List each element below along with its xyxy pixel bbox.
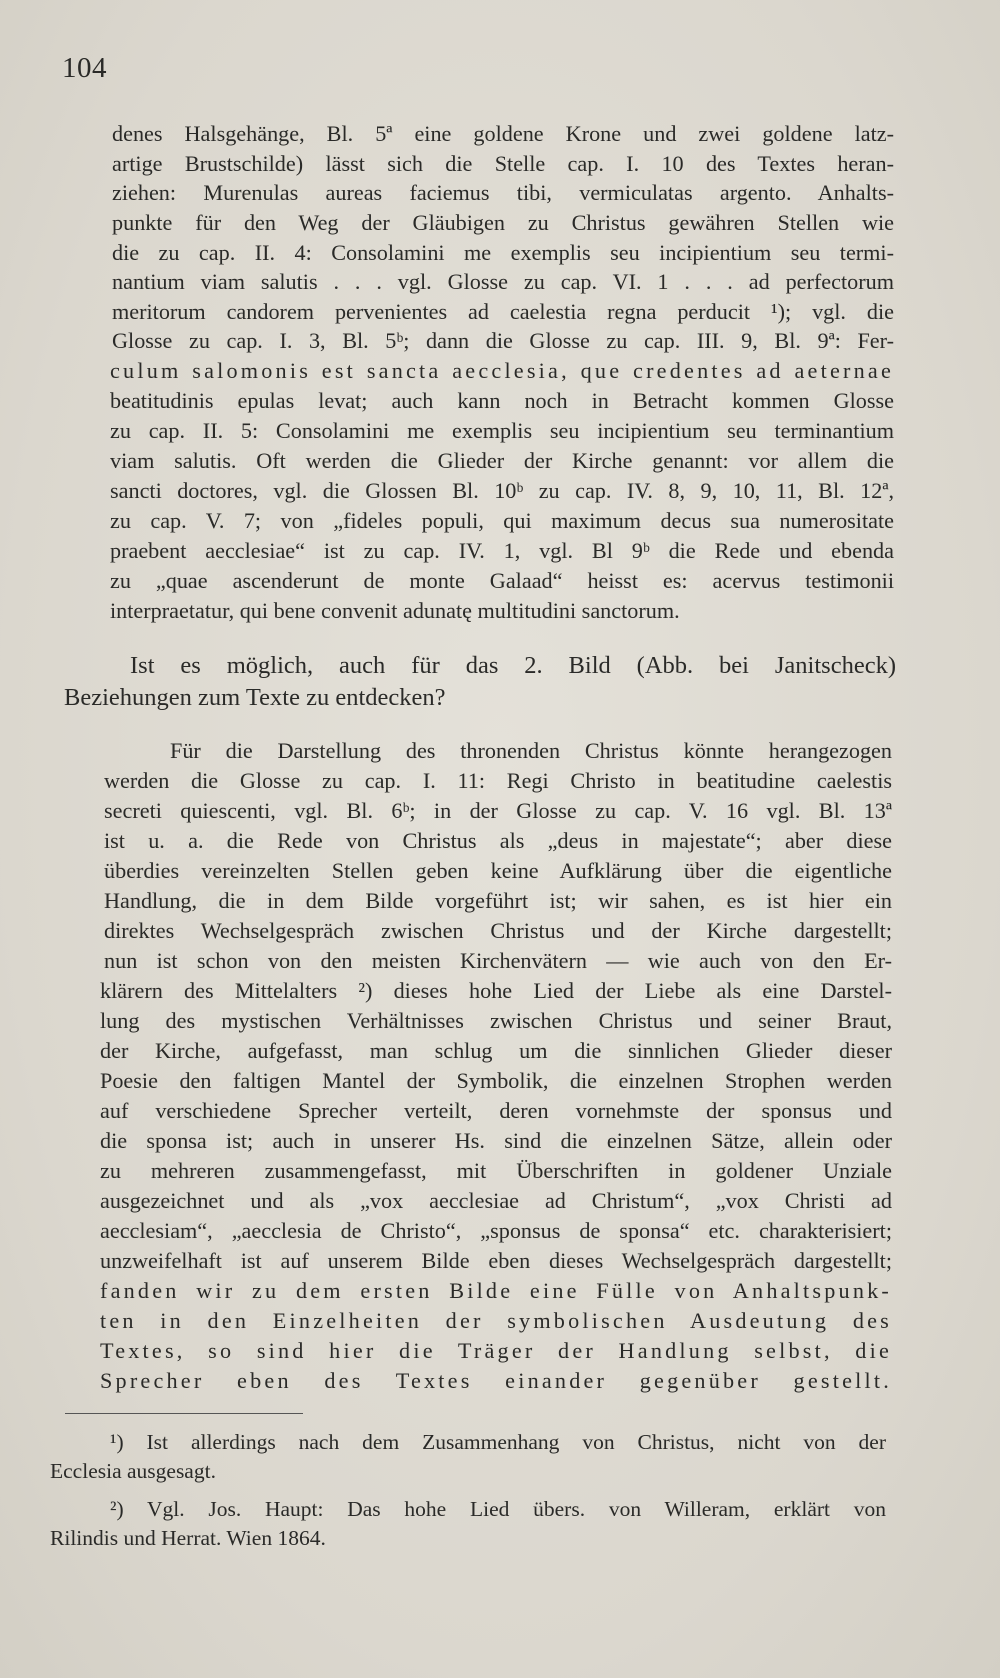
text-line: artige Brustschilde) lässt sich die Stelle cap. I. 10 des Textes heran- (112, 151, 894, 176)
text-line: meritorum candorem pervenientes ad caelestia regna perducit ¹); vgl. die (112, 299, 894, 324)
text-line: ist u. a. die Rede von Christus als „deus in majestate“; aber diese (104, 828, 892, 853)
text-line: Poesie den faltigen Mantel der Symbolik, die einzelnen Strophen werden (100, 1068, 892, 1093)
text-line: zu „quae ascenderunt de monte Galaad“ heisst es: acervus testimonii (110, 568, 894, 593)
page-number: 104 (62, 52, 107, 84)
footnote-line: Ecclesia ausgesagt. (50, 1459, 216, 1483)
text-line: aecclesiam“, „aecclesia de Christo“, „sponsus de sponsa“ etc. charakterisiert; (100, 1218, 892, 1243)
text-line: ausgezeichnet und als „vox aecclesiae ad Christum“, „vox Christi ad (100, 1188, 892, 1213)
text-line: ten in den Einzelheiten der symbolischen Ausdeutung des (100, 1308, 892, 1333)
text-line: Für die Darstellung des thronenden Christus könnte herangezogen (170, 738, 892, 763)
text-line: punkte für den Weg der Gläubigen zu Christus gewähren Stellen wie (112, 210, 894, 235)
footnote-line: ²) Vgl. Jos. Haupt: Das hohe Lied übers. von Willeram, erklärt von (110, 1497, 886, 1521)
text-line: Textes, so sind hier die Träger der Handlung selbst, die (100, 1338, 892, 1363)
text-line: Handlung, die in dem Bilde vorgeführt ist; wir sahen, es ist hier ein (104, 888, 892, 913)
text-line: klärern des Mittelalters ²) dieses hohe Lied der Liebe als eine Darstel- (100, 978, 892, 1003)
text-line: viam salutis. Oft werden die Glieder der Kirche genannt: vor allem die (110, 448, 894, 473)
text-line: direktes Wechselgespräch zwischen Christus und der Kirche dargestellt; (104, 918, 892, 943)
text-line: Glosse zu cap. I. 3, Bl. 5ᵇ; dann die Glosse zu cap. III. 9, Bl. 9ª: Fer- (112, 328, 894, 353)
text-line: auf verschiedene Sprecher verteilt, deren vornehmste der sponsus und (100, 1098, 892, 1123)
footnote-line: Rilindis und Herrat. Wien 1864. (50, 1526, 326, 1550)
text-line: werden die Glosse zu cap. I. 11: Regi Christo in beatitudine caelestis (104, 768, 892, 793)
text-line: secreti quiescenti, vgl. Bl. 6ᵇ; in der Glosse zu cap. V. 16 vgl. Bl. 13ª (104, 798, 892, 823)
text-line: culum salomonis est sancta aecclesia, que credentes ad aeternae (110, 358, 894, 383)
text-line: die zu cap. II. 4: Consolamini me exemplis seu incipientium seu termi- (112, 240, 894, 265)
text-line: der Kirche, aufgefasst, man schlug um die sinnlichen Glieder dieser (100, 1038, 892, 1063)
text-line: die sponsa ist; auch in unserer Hs. sind die einzelnen Sätze, allein oder (100, 1128, 892, 1153)
text-line: interpraetatur, qui bene convenit adunatę multitudini sanctorum. (110, 598, 680, 623)
text-line: ziehen: Murenulas aureas faciemus tibi, vermiculatas argento. Anhalts- (112, 180, 894, 205)
text-line: nun ist schon von den meisten Kirchenvätern — wie auch von den Er- (104, 948, 892, 973)
section-heading: Ist es möglich, auch für das 2. Bild (Abb. bei Janitscheck) (130, 652, 896, 679)
text-line: unzweifelhaft ist auf unserem Bilde eben dieses Wechselgespräch dargestellt; (100, 1248, 892, 1273)
text-line: Sprecher eben des Textes einander gegenüber gestellt. (100, 1368, 892, 1393)
text-line: zu mehreren zusammengefasst, mit Überschriften in goldener Unziale (100, 1158, 892, 1183)
text-line: zu cap. V. 7; von „fideles populi, qui maximum decus sua numerositate (110, 508, 894, 533)
text-line: fanden wir zu dem ersten Bilde eine Fülle von Anhaltspunk- (100, 1278, 892, 1303)
text-line: nantium viam salutis . . . vgl. Glosse zu cap. VI. 1 . . . ad perfectorum (112, 269, 894, 294)
text-line: beatitudinis epulas levat; auch kann noch in Betracht kommen Glosse (110, 388, 894, 413)
text-line: denes Halsgehänge, Bl. 5ª eine goldene Krone und zwei goldene latz- (112, 121, 894, 146)
text-line: zu cap. II. 5: Consolamini me exemplis seu incipientium seu terminantium (110, 418, 894, 443)
text-line: lung des mystischen Verhältnisses zwischen Christus und seiner Braut, (100, 1008, 892, 1033)
text-line: sancti doctores, vgl. die Glossen Bl. 10ᵇ zu cap. IV. 8, 9, 10, 11, Bl. 12ª, (110, 478, 894, 503)
section-heading: Beziehungen zum Texte zu entdecken? (64, 684, 446, 711)
footnote-divider (65, 1413, 303, 1414)
footnote-line: ¹) Ist allerdings nach dem Zusammenhang von Christus, nicht von der (110, 1430, 886, 1454)
text-line: praebent aecclesiae“ ist zu cap. IV. 1, vgl. Bl 9ᵇ die Rede und ebenda (110, 538, 894, 563)
text-line: überdies vereinzelten Stellen geben keine Aufklärung über die eigentliche (104, 858, 892, 883)
